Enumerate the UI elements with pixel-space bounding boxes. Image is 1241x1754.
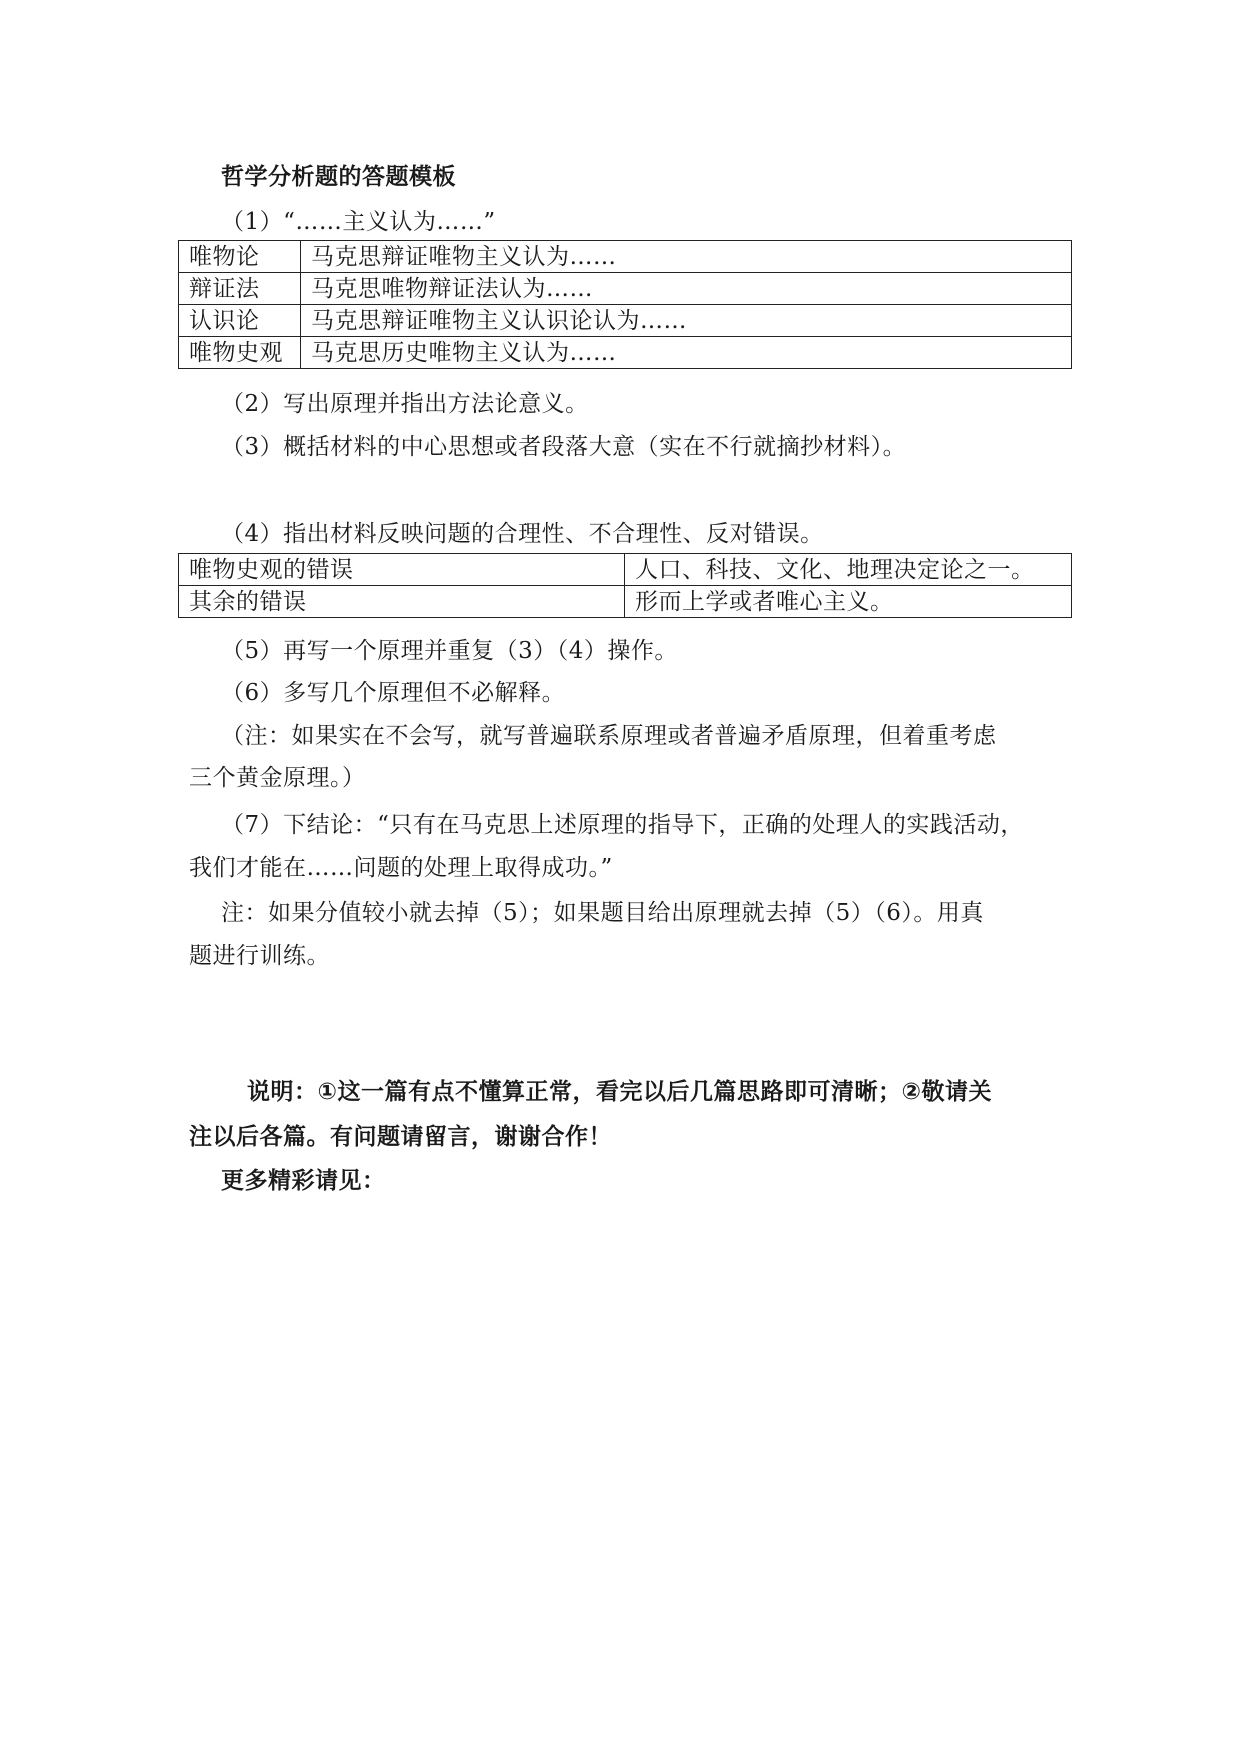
table-row [179, 241, 1072, 273]
table-cell-text: 马克思唯物辩证法认为…… [301, 273, 1072, 305]
note-2-line-1: 注：如果分值较小就去掉（5）；如果题目给出原理就去掉（5）（6）。用真 [221, 900, 984, 926]
step-7-line-1: （7）下结论：“只有在马克思上述原理的指导下，正确的处理人的实践活动， [221, 812, 1024, 838]
table-row [179, 273, 1072, 305]
philosophy-table [178, 240, 1072, 369]
table-row [179, 586, 1072, 618]
note-1-line-2: 三个黄金原理。） [189, 765, 366, 791]
table-cell-text: 形而上学或者唯心主义。 [625, 586, 1072, 618]
table-cell-text: 马克思辩证唯物主义认为…… [301, 241, 1072, 273]
step-3: （3）概括材料的中心思想或者段落大意（实在不行就摘抄材料）。 [221, 434, 907, 460]
table-cell-label: 其余的错误 [179, 586, 625, 618]
step-5: （5）再写一个原理并重复（3）（4）操作。 [221, 638, 678, 664]
document-title: 哲学分析题的答题模板 [221, 164, 456, 190]
table-cell-label: 辩证法 [179, 273, 301, 305]
error-table [178, 553, 1072, 618]
step-2: （2）写出原理并指出方法论意义。 [221, 391, 589, 417]
table-cell-label: 唯物史观的错误 [179, 554, 625, 586]
table-cell-text: 人口、科技、文化、地理决定论之一。 [625, 554, 1072, 586]
table-row [179, 554, 1072, 586]
table-cell-label: 认识论 [179, 305, 301, 337]
table-row [179, 337, 1072, 369]
table-cell-label: 唯物史观 [179, 337, 301, 369]
explanation-line-1: 说明：①这一篇有点不懂算正常，看完以后几篇思路即可清晰；②敬请关 [247, 1079, 992, 1105]
more-link-label: 更多精彩请见： [221, 1168, 386, 1194]
step-1: （1）“……主义认为……” [221, 209, 496, 235]
table-cell-text: 马克思辩证唯物主义认识论认为…… [301, 305, 1072, 337]
explanation-line-2: 注以后各篇。有问题请留言，谢谢合作！ [189, 1124, 612, 1150]
step-6: （6）多写几个原理但不必解释。 [221, 680, 566, 706]
note-2-line-2: 题进行训练。 [189, 943, 330, 969]
table-cell-label: 唯物论 [179, 241, 301, 273]
note-1-line-1: （注：如果实在不会写，就写普遍联系原理或者普遍矛盾原理，但着重考虑 [221, 723, 997, 749]
step-7-line-2: 我们才能在……问题的处理上取得成功。” [189, 855, 613, 881]
table-row [179, 305, 1072, 337]
step-4: （4）指出材料反映问题的合理性、不合理性、反对错误。 [221, 521, 824, 547]
table-cell-text: 马克思历史唯物主义认为…… [301, 337, 1072, 369]
